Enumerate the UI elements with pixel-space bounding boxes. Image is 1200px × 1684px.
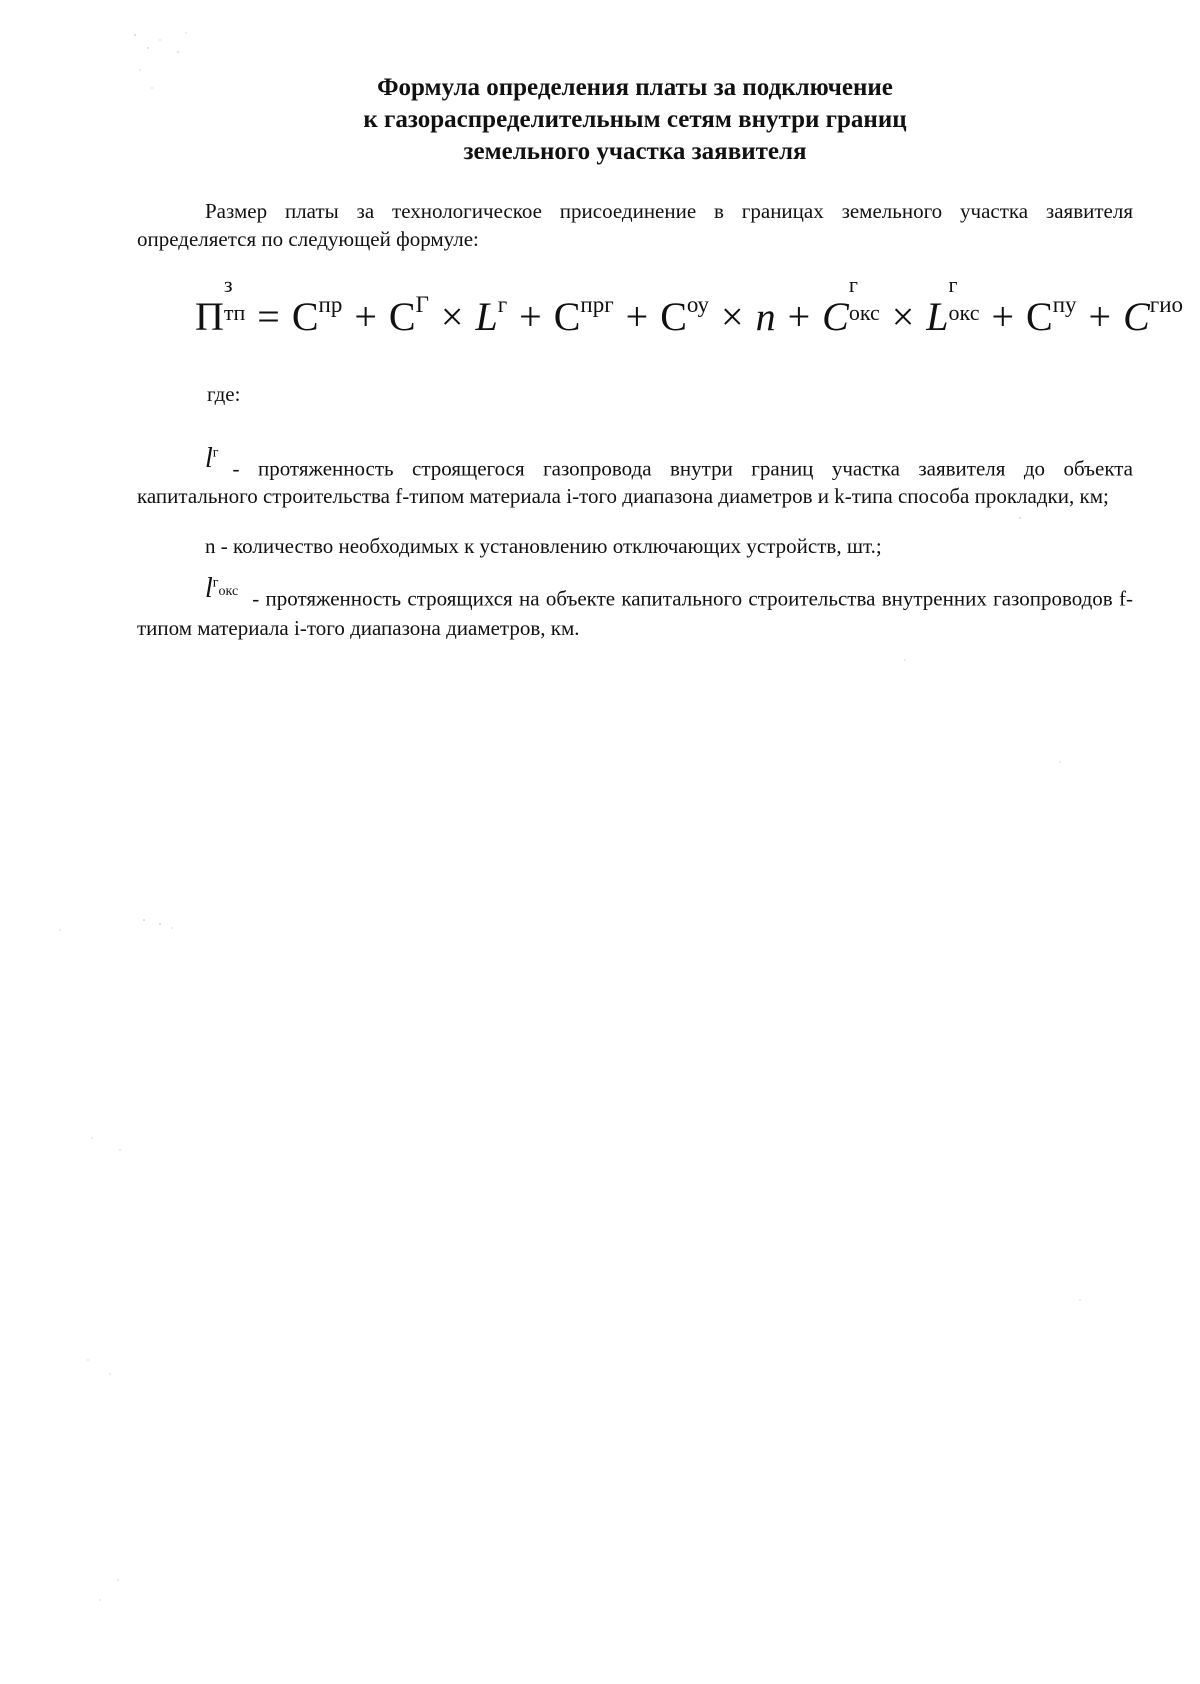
title-line-3: земельного участка заявителя <box>463 138 807 165</box>
formula-c7: C <box>1123 294 1150 339</box>
formula-c3: C <box>553 294 581 339</box>
definition-3-symbol-sup: г <box>212 576 219 591</box>
formula-p: П <box>195 294 224 339</box>
title-line-2: к газораспределительным сетям внутри границ <box>363 106 907 133</box>
formula-p-sub: тп <box>223 300 246 325</box>
document-title <box>140 72 1130 168</box>
formula-plus-1: + <box>354 294 377 339</box>
formula-c1-sup: пр <box>318 292 343 317</box>
formula-c2: C <box>388 294 416 339</box>
formula-plus-2: + <box>519 294 542 339</box>
formula-plus-5: + <box>991 294 1015 339</box>
definition-device-count: n - количество необходимых к установлению отключающих устройств, шт.; <box>205 534 882 558</box>
formula-times-2: × <box>721 294 744 339</box>
formula-p-sup: з <box>223 272 233 297</box>
formula-plus-6: + <box>1088 294 1112 339</box>
definition-pipeline-length <box>137 443 1133 510</box>
definition-3-symbol <box>205 573 238 604</box>
definition-3-symbol-sub: окс <box>218 584 239 600</box>
formula-eq: = <box>257 294 280 339</box>
formula-c6: C <box>1026 294 1053 339</box>
definition-1-text: - протяженность строящегося газопровода внутри границ участка заявителя до объекта капитального строительства f-типом материала i-того диапазона диаметров и k-типа способа прокладки, км; <box>137 456 1133 509</box>
definition-1-symbol-letter: l <box>205 443 213 475</box>
definition-internal-pipeline-length <box>137 573 1133 642</box>
definition-1-symbol-sup: г <box>212 446 219 461</box>
payment-formula <box>195 272 1184 350</box>
where-label: где: <box>207 382 241 406</box>
formula-c5-sup: г <box>848 272 858 297</box>
formula-c4-sup: оу <box>686 292 710 317</box>
formula-l2-sup: г <box>948 272 958 297</box>
intro-paragraph: Размер платы за технологическое присоединение в границах земельного участка заявителя определяется по следующей формуле: <box>137 199 1133 251</box>
formula-times-3: × <box>891 294 915 339</box>
formula-l1-sup: г <box>497 292 508 317</box>
formula-p-scripts <box>223 272 246 336</box>
formula-c6-sup: пу <box>1052 292 1077 317</box>
formula-c2-sup: Г <box>415 292 429 317</box>
definition-3-symbol-letter: l <box>205 573 213 605</box>
formula-c1: C <box>291 294 319 339</box>
title-line-1: Формула определения платы за подключение <box>377 74 893 101</box>
formula-plus-3: + <box>625 294 649 339</box>
formula-l2: L <box>926 294 949 339</box>
formula-n: n <box>755 294 776 339</box>
formula-c7-sup: гио <box>1149 292 1184 317</box>
formula-c3-sup: прг <box>580 292 614 317</box>
formula-c5-sub: окс <box>848 300 880 325</box>
formula-l2-sub: окс <box>948 300 980 325</box>
formula-c5: C <box>822 294 849 339</box>
formula-l1: L <box>475 294 498 339</box>
definition-1-symbol <box>205 443 219 474</box>
formula-times-1: × <box>440 294 464 339</box>
formula-l2-scripts <box>948 272 980 336</box>
formula-c4: C <box>660 294 687 339</box>
formula-plus-4: + <box>787 294 811 339</box>
definition-3-text: - протяженность строящихся на объекте капитального строительства внутренних газопроводов f-типом материала i-того диапазона диаметров, км. <box>137 586 1133 641</box>
formula-c5-scripts <box>848 272 880 336</box>
